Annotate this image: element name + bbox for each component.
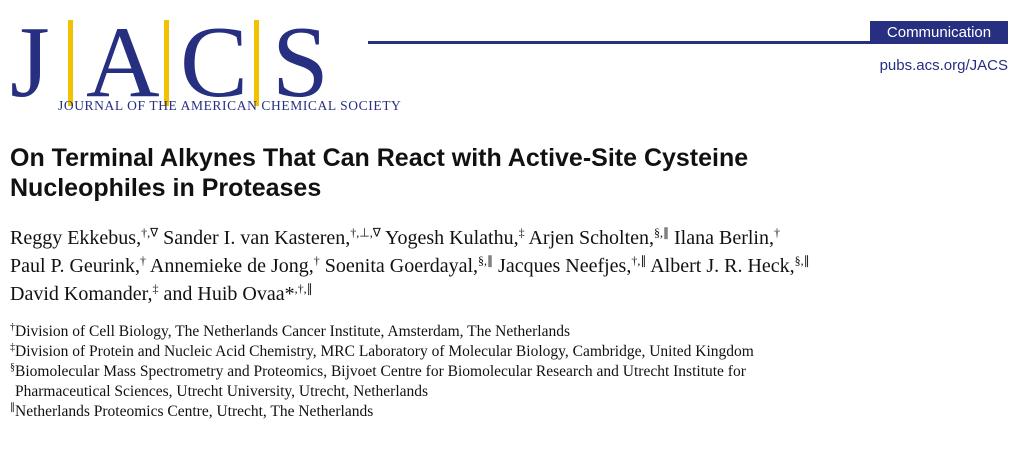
author-marks: §,∥ — [794, 253, 810, 268]
affiliation-text: Division of Protein and Nucleic Acid Chemistry, MRC Laboratory of Molecular Biology, Cambridge, United Kingdom — [15, 343, 754, 360]
author-name[interactable]: Jacques Neefjes, — [498, 255, 632, 277]
author-marks: ‡ — [152, 281, 159, 296]
author-name[interactable]: Annemieke de Jong, — [149, 255, 314, 277]
author-marks: §,∥ — [654, 225, 670, 240]
affiliation-text: Biomolecular Mass Spectrometry and Proteomics, Bijvoet Centre for Biomolecular Research and Utrecht Institute for — [15, 363, 746, 380]
affiliation — [10, 362, 754, 382]
affiliation — [10, 342, 754, 362]
author-marks: †,∥ — [631, 253, 647, 268]
title-line: On Terminal Alkynes That Can React with Active-Site Cysteine — [10, 144, 749, 172]
title-line: Nucleophiles in Proteases — [10, 174, 322, 202]
author-marks: §,∥ — [478, 253, 494, 268]
author-name[interactable]: Albert J. R. Heck, — [650, 255, 795, 277]
author-marks: † — [140, 253, 146, 268]
author-name[interactable]: and Huib Ovaa* — [163, 283, 295, 305]
author-list — [10, 224, 810, 308]
affiliation-mark: ‡ — [10, 341, 15, 353]
logo-divider — [254, 20, 259, 106]
author-name[interactable]: Arjen Scholten, — [528, 227, 655, 249]
article-title — [10, 143, 748, 203]
affiliation-mark: § — [10, 361, 15, 373]
logo-letter-a: A — [86, 6, 160, 119]
affiliation-continuation: Pharmaceutical Sciences, Utrecht University, Utrecht, Netherlands — [15, 383, 429, 400]
affiliation-text: Netherlands Proteomics Centre, Utrecht, The Netherlands — [15, 403, 374, 420]
logo-letter-s: S — [272, 6, 329, 119]
affiliation-mark: † — [10, 321, 15, 333]
article-type-badge: Communication — [870, 21, 1008, 44]
author-name[interactable]: Reggy Ekkebus, — [10, 227, 142, 249]
author-name[interactable]: David Komander, — [10, 283, 153, 305]
affiliation-list — [10, 322, 754, 422]
affiliation-mark: ∥ — [10, 401, 15, 413]
author-marks: ,†,∥ — [294, 281, 313, 296]
author-marks: †,∇ — [141, 225, 159, 240]
logo-divider — [164, 20, 169, 106]
author-name[interactable]: Soenita Goerdayal, — [324, 255, 479, 277]
journal-logo — [8, 6, 402, 120]
journal-url[interactable]: pubs.acs.org/JACS — [879, 57, 1008, 74]
author-name[interactable]: Paul P. Geurink, — [10, 255, 140, 277]
author-marks: † — [773, 225, 780, 240]
journal-name: JOURNAL OF THE AMERICAN CHEMICAL SOCIETY — [58, 98, 402, 113]
affiliation-text: Division of Cell Biology, The Netherlands Cancer Institute, Amsterdam, The Netherlands — [15, 323, 571, 340]
author-marks: ‡ — [518, 225, 525, 240]
header-rule — [368, 41, 870, 44]
author-marks: † — [313, 253, 320, 268]
logo-letter-j: J — [10, 6, 50, 119]
author-name[interactable]: Sander I. van Kasteren, — [163, 227, 351, 249]
author-name[interactable]: Yogesh Kulathu, — [385, 227, 519, 249]
author-marks: †,⊥,∇ — [350, 225, 381, 240]
affiliation — [10, 322, 754, 342]
affiliation — [10, 402, 754, 422]
logo-letter-c: C — [180, 6, 249, 119]
logo-divider — [68, 20, 73, 106]
author-name[interactable]: Ilana Berlin, — [674, 227, 774, 249]
